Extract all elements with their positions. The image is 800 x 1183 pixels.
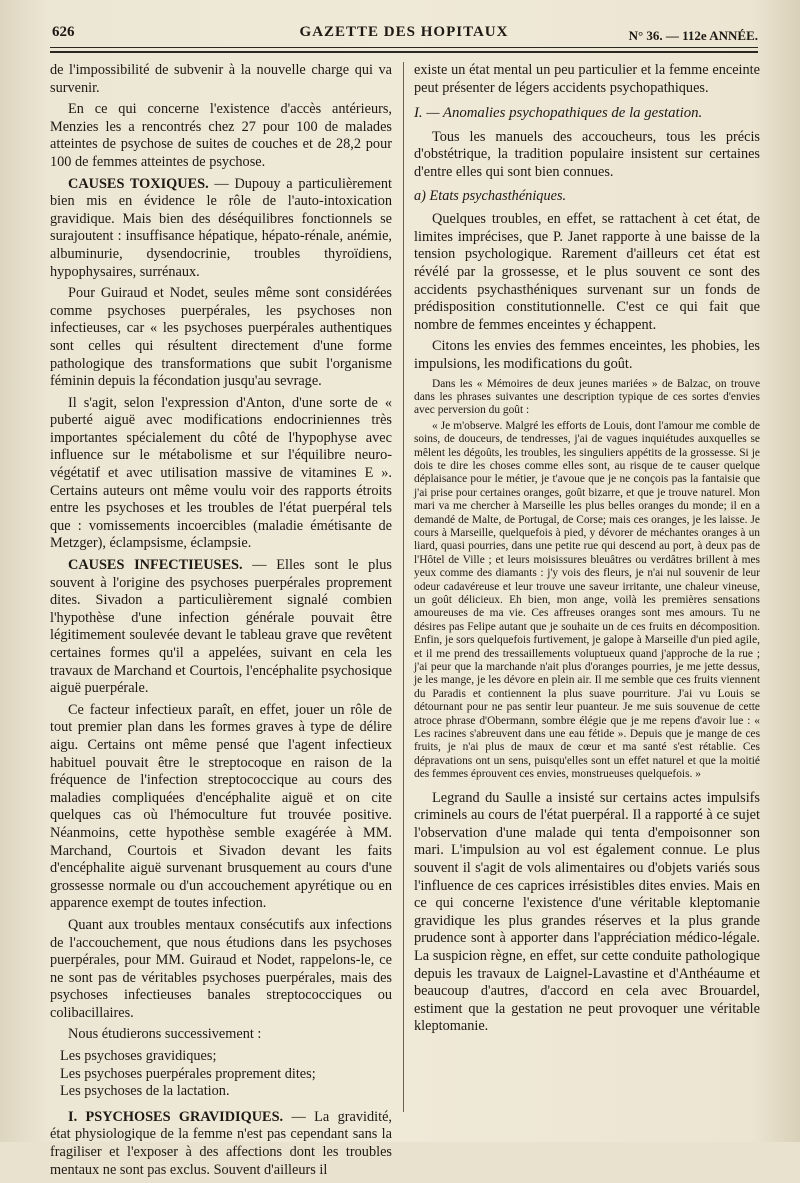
section-heading: CAUSES TOXIQUES. [68, 175, 209, 192]
paragraph: En ce qui concerne l'existence d'accès antérieurs, Menzies les a rencontrés chez 27 pour 100 de malades atteintes de psychose de suites de couches et de 28,2 pour 100 de femmes atteintes de psychose. [50, 101, 392, 170]
left-column [50, 62, 392, 1183]
paragraph: CAUSES TOXIQUES. — Dupouy a particulièrement bien mis en évidence le rôle de l'auto-intoxication gravidique. Mais bien des déséquilibres fonctionnels se surajoutent : insuffisance hépatique, hépato-rénale, anémie, albuminurie, dysendocrinie, troubles thyroïdiens, hypophysaires, surrénaux. [50, 175, 392, 280]
paragraph: Quelques troubles, en effet, se rattachent à cet état, de limites imprécises, que P. Janet rapporte à une baisse de la tension psychologique. Rarement d'ailleurs cet état est révélé par la grossesse, et le plus souvent ce sont des accidents psychasthéniques survenant sur un fonds de prédisposition constitutionnelle. C'est ce qui fait que nombre de femmes enceintes y échappent. [414, 211, 760, 333]
issue-number: N° 36. — 112e ANNÉE. [628, 28, 758, 43]
section-heading: I. — Anomalies psychopathiques de la gestation. [414, 105, 703, 122]
quote-text: « Je m'observe. Malgré les efforts de Louis, dont l'amour me comble de soins, de douceurs, de tendresses, j'ai de vagues inquiétudes auxquelles se mêlent les dégoûts, les troubles, les singuliers appétits de la grossesse. Si je dois te dire les choses comme elles sont, au risque de te causer quelque déplaisance pour le métier, je t'avoue que je ne conçois pas la fantaisie que j'ai prise pour certaines oranges, goût bizarre, et que je trouve naturel. Mon mari va me chercher à Marseille les plus belles oranges du monde; il en a demandé de Malte, de Portugal, de Corse; mais ces oranges, je les laisse. Je cours à Marseille, quelquefois à pied, y dévorer de méchantes oranges à un liard, quasi pourries, dans une petite rue qui descend au port, à deux pas de l'Hôtel de Ville ; et leurs moisissures bleuâtres ou verdâtres brillent à mes yeux comme des diamants : j'y vois des fleurs, je n'ai nul souvenir de leur odeur cadavéreuse et leur trouve une saveur irritante, une chaleur vineuse, un goût délicieux. Eh bien, mon ange, voilà les premières sensations amoureuses de ma vie. Ces affreuses oranges sont mes amours. Tu ne désires pas Felipe autant que je souhaite un de ces fruits en décomposition. Enfin, je sors quelquefois furtivement, je galope à Marseille d'un pied agile, et il me prend des tressaillements voluptueux quand j'approche de la rue ; j'ai peur que la marchande n'ait plus d'oranges pourries, je me jette dessus, je les mange, je les dévore en plein air. Il me semble que ces fruits viennent du Paradis et contiennent la plus suave pourriture. J'ai vu Louis se détournant pour ne pas sentir leur puanteur. Je me suis souvenue de cette atroce phrase d'Obermann, sombre élégie que je me repens d'avoir lue : « Les racines s'abreuvent dans une eau fétide ». Depuis que je mange de ces fruits, je n'ai plus de maux de cœur et ma santé s'est rétablie. Ces dépravations ont un sens, puisqu'elles sont un effet naturel et que la moitié des femmes éprouvent ces envies, monstrueuses quelquefois. » [414, 419, 760, 781]
paragraph: Pour Guiraud et Nodet, seules même sont considérées comme psychoses puerpérales, les psychoses non infectieuses, car « les psychoses puerpérales authentiques sont celles qui résultent directement d'une forme pathologique des transformations que subit l'organisme féminin depuis la fécondation jusqu'au sevrage. [50, 285, 392, 390]
paragraph: Legrand du Saulle a insisté sur certains actes impulsifs criminels au cours de l'état puerpéral. Il a rapporté à ce sujet l'observation d'une malade qui tenta d'empoisonner son mari. L'impulsion au vol est également connue. Le plus souvent il s'agit de vols alimentaires ou d'objets variés sous l'influence de ces caprices irrésistibles dites envies. Mais en ce qui concerne l'existence d'une véritable kleptomanie gravidique les plus grandes réserves et la plus grande prudence sont à apporter dans l'appréciation médico-légale. La suspicion règne, en effet, sur cette conduite pathologique depuis les travaux de Laignel-Lavastine et d'Anthéaume et beaucoup d'autres, d'accord en cela avec Brouardel, estiment que la gestation ne peut provoquer une véritable kleptomanie. [414, 789, 760, 1035]
paragraph: Quant aux troubles mentaux consécutifs aux infections de l'accouchement, que nous étudions dans les psychoses puerpérales, pour MM. Guiraud et Nodet, rappelons-le, ce ne sont pas de véritables psychoses puerpérales, mais des psychoses infectieuses banales streptococciques ou colibacillaires. [50, 916, 392, 1021]
paragraph: I. PSYCHOSES GRAVIDIQUES. — La gravidité, état physiologique de la femme n'est pas cependant sans la fragiliser et l'exposer à des affections dont les troubles mentaux ne sont pas exclus. Souvent d'ailleurs il [50, 1108, 392, 1178]
header-rule-thick [50, 51, 758, 53]
topic-list [50, 1048, 392, 1101]
paragraph: Ce facteur infectieux paraît, en effet, jouer un rôle de tout premier plan dans les formes graves à type de délire aigu. Certains ont même pensé que l'agent infectieux habituel pouvait être le streptocoque en raison de la fréquence de l'infection streptococcique au cours des maladies compliquées d'encéphalite aiguë et on cite quelques cas où l'hémoculture fut trouvée positive. Néanmoins, cette hypothèse semble exagérée à MM. Marchand, Courtois et Sivadon devant les faits d'encéphalite aiguë survenant brusquement au cours d'une grossesse normale ou d'un accouchement apyrétique ou en apparence exempt de toutes infection. [50, 701, 392, 912]
balzac-quotation [414, 378, 760, 782]
column-divider [403, 62, 404, 1112]
list-item: Les psychoses gravidiques; [60, 1048, 217, 1065]
journal-title: GAZETTE DES HOPITAUX [299, 24, 509, 40]
paragraph: Il s'agit, selon l'expression d'Anton, d'une sorte de « puberté aiguë avec modifications endocriniennes très importantes spécialement du côté de l'hypophyse avec influence sur le métabolisme et sur l'équilibre neuro-végétatif et avec utilisation massive de vitamines E ». Certains auteurs ont même voulu voir des rapports étroits entre les psychoses et les troubles de l'état puerpéral tels que : vomissements incoercibles (maladie émétisante de Metzger), éclampsisme, éclampsie. [50, 394, 392, 552]
subsection-heading: a) Etats psychasthéniques. [414, 187, 567, 204]
section-heading: I. PSYCHOSES GRAVIDIQUES. [68, 1108, 284, 1125]
paragraph: existe un état mental un peu particulier et la femme enceinte peut présenter de légers accidents psychopathiques. [414, 62, 760, 96]
paragraph: Nous étudierons successivement : [68, 1026, 262, 1043]
right-column [414, 62, 760, 1040]
paragraph: Tous les manuels des accoucheurs, tous les précis d'obstétrique, la tradition populaire insistent sur certaines d'entre elles qui sont bien connues. [414, 128, 760, 180]
list-item: Les psychoses puerpérales proprement dites; [60, 1065, 316, 1082]
paragraph: Citons les envies des femmes enceintes, les phobies, les impulsions, les modifications du goût. [414, 338, 760, 372]
page-number: 626 [52, 24, 75, 40]
list-item: Les psychoses de la lactation. [60, 1083, 230, 1100]
paragraph: de l'impossibilité de subvenir à la nouvelle charge qui va survenir. [50, 62, 392, 96]
section-heading: CAUSES INFECTIEUSES. [68, 557, 243, 574]
paragraph: CAUSES INFECTIEUSES. — Elles sont le plus souvent à l'origine des psychoses puerpérales proprement dites. Sivadon a particulièrement signalé combien l'hypothèse d'une infection générale pouvait être légitimement soulevée devant le tableau grave que revêtent certaines formes qu'il a appelées, suivant en cela les travaux de Marchand et Courtois, l'encéphalite psychosique aiguë puerpérale. [50, 557, 392, 697]
quote-intro: Dans les « Mémoires de deux jeunes mariées » de Balzac, on trouve dans les phrases suivantes une description typique de ces sortes d'envies avec perversion du goût : [414, 377, 760, 417]
header-rule [50, 47, 758, 48]
